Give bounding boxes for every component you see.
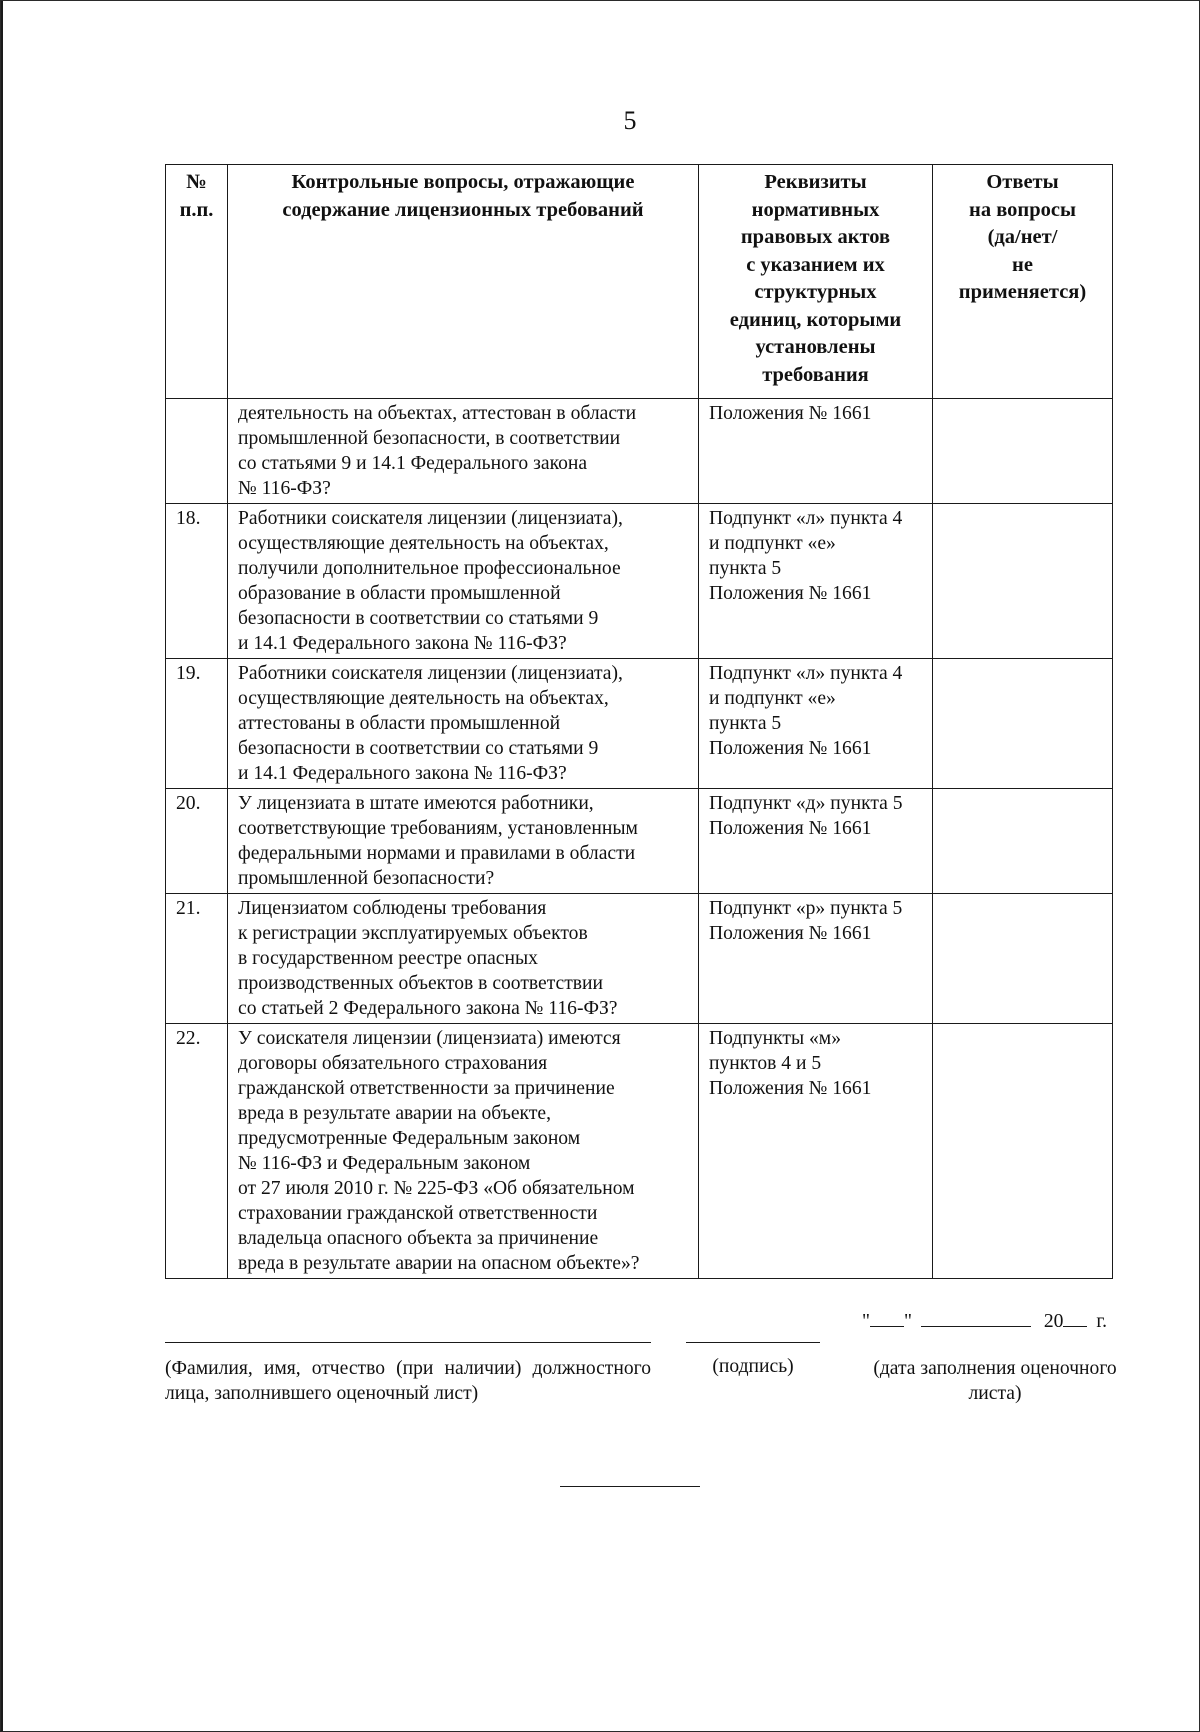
row-answer-cell[interactable]	[933, 399, 1113, 504]
text-line: Положения № 1661	[709, 818, 872, 839]
text-line: со статьей 2 Федерального закона № 116-ФЗ?	[238, 998, 618, 1019]
row-answer-cell[interactable]	[933, 894, 1113, 1024]
checklist-table	[165, 164, 1113, 1279]
text-line: (да/нет/	[987, 226, 1058, 248]
text-line: со статьями 9 и 14.1 Федерального закона	[238, 453, 588, 474]
text-line: пункта 5	[709, 713, 782, 734]
text-line: Ответы	[986, 171, 1059, 193]
text-line: Подпункт «л» пункта 4	[709, 508, 903, 529]
table-row	[166, 894, 1113, 1024]
row-answer-cell[interactable]	[933, 504, 1113, 659]
row-question	[228, 659, 699, 789]
text-line: безопасности в соответствии со статьями 9	[238, 608, 599, 629]
text-line: п.п.	[179, 198, 214, 221]
table-body	[166, 399, 1113, 1279]
text-line: от 27 июля 2010 г. № 225-ФЗ «Об обязательном	[238, 1178, 635, 1199]
text-line: с указанием их	[746, 253, 885, 276]
row-number: 18.	[166, 504, 228, 659]
text-line: владельца опасного объекта за причинение	[238, 1228, 599, 1249]
text-line: безопасности в соответствии со статьями 9	[238, 738, 599, 759]
text-line: У лицензиата в штате имеются работники,	[238, 793, 594, 814]
text-line: вреда в результате аварии на опасном объекте»?	[238, 1253, 640, 1274]
caption-name: (Фамилия, имя, отчество (при наличии) должностного лица, заполнившего оценочный лист)	[165, 1358, 651, 1404]
row-requisites	[699, 789, 933, 894]
text-line: №	[186, 171, 207, 193]
text-line: единиц, которыми	[729, 308, 902, 331]
text-line: Работники соискателя лицензии (лицензиата),	[238, 663, 623, 684]
text-line: пункта 5	[709, 558, 782, 579]
text-line: содержание лицензионных требований	[282, 198, 644, 221]
row-answer-cell[interactable]	[933, 789, 1113, 894]
row-requisites	[699, 894, 933, 1024]
row-question	[228, 399, 699, 504]
row-requisites	[699, 1024, 933, 1279]
text-line: соответствующие требованиям, установленным	[238, 818, 638, 839]
day-blank[interactable]	[870, 1308, 904, 1327]
text-line: Положения № 1661	[709, 738, 872, 759]
row-number: 20.	[166, 789, 228, 894]
text-line: в государственном реестре опасных	[238, 948, 538, 969]
table-row	[166, 399, 1113, 504]
text-line: федеральными нормами и правилами в области	[238, 843, 636, 864]
row-number: 21.	[166, 894, 228, 1024]
text-line: Положения № 1661	[709, 923, 872, 944]
row-question	[228, 789, 699, 894]
text-line: договоры обязательного страхования	[238, 1053, 548, 1074]
text-line: к регистрации эксплуатируемых объектов	[238, 923, 588, 944]
text-line: Подпункты «м»	[709, 1028, 841, 1049]
row-question	[228, 894, 699, 1024]
year-blank[interactable]	[1063, 1308, 1087, 1327]
row-answer-cell[interactable]	[933, 659, 1113, 789]
text-line: структурных	[754, 281, 877, 303]
text-line: и 14.1 Федерального закона № 116-ФЗ?	[238, 633, 567, 654]
month-blank[interactable]	[921, 1308, 1031, 1327]
text-line: Положения № 1661	[709, 1078, 872, 1099]
text-line: правовых актов	[740, 226, 891, 248]
caption-date: (дата заполнения оценочного листа)	[873, 1358, 1117, 1404]
text-line: производственных объектов в соответствии	[238, 973, 604, 994]
row-number	[166, 399, 228, 504]
text-line: нормативных	[751, 198, 880, 221]
date-field	[862, 1308, 1107, 1333]
text-line: и 14.1 Федерального закона № 116-ФЗ?	[238, 763, 567, 784]
text-line: получили дополнительное профессиональное	[238, 558, 621, 579]
date-year: 20	[1043, 1311, 1064, 1332]
date-close-quote: "	[904, 1311, 912, 1332]
text-line: деятельность на объектах, аттестован в области	[238, 403, 637, 424]
closing-rule	[560, 1486, 700, 1487]
text-line: промышленной безопасности?	[238, 868, 495, 889]
caption-signature: (подпись)	[712, 1356, 794, 1377]
text-line: пунктов 4 и 5	[709, 1053, 822, 1074]
text-line: № 116-ФЗ?	[238, 478, 331, 499]
text-line: аттестованы в области промышленной	[238, 713, 561, 734]
text-line: страховании гражданской ответственности	[238, 1203, 598, 1224]
row-number: 19.	[166, 659, 228, 789]
text-line: Реквизиты	[764, 171, 867, 193]
page-number: 5	[623, 106, 637, 135]
text-line: Работники соискателя лицензии (лицензиата),	[238, 508, 623, 529]
text-line: У соискателя лицензии (лицензиата) имеются	[238, 1028, 621, 1049]
row-number: 22.	[166, 1024, 228, 1279]
text-line: Подпункт «л» пункта 4	[709, 663, 903, 684]
header-answers	[933, 165, 1113, 399]
text-line: Положения № 1661	[709, 583, 872, 604]
table-row	[166, 504, 1113, 659]
row-requisites	[699, 504, 933, 659]
text-line: Подпункт «р» пункта 5	[709, 898, 903, 919]
text-line: вреда в результате аварии на объекте,	[238, 1103, 551, 1124]
text-line: гражданской ответственности за причинение	[238, 1078, 615, 1099]
text-line: Подпункт «д» пункта 5	[709, 793, 903, 814]
header-question	[228, 165, 699, 399]
text-line: промышленной безопасности, в соответствии	[238, 428, 621, 449]
text-line: № 116-ФЗ и Федеральным законом	[238, 1153, 531, 1174]
table-header-row	[166, 165, 1113, 399]
text-line: Положения № 1661	[709, 403, 872, 424]
header-requisites	[699, 165, 933, 399]
date-open-quote: "	[862, 1311, 870, 1332]
text-line: требования	[762, 363, 869, 386]
text-line: осуществляющие деятельность на объектах,	[238, 533, 609, 554]
text-line: установлены	[755, 336, 876, 358]
row-requisites	[699, 399, 933, 504]
text-line: и подпункт «е»	[709, 688, 836, 709]
table-row	[166, 789, 1113, 894]
date-suffix: г.	[1096, 1311, 1108, 1332]
signature-line[interactable]	[686, 1342, 820, 1343]
header-number	[166, 165, 228, 399]
text-line: и подпункт «е»	[709, 533, 836, 554]
text-line: не	[1012, 253, 1033, 276]
text-line: применяется)	[958, 281, 1087, 303]
row-requisites	[699, 659, 933, 789]
text-line: Контрольные вопросы, отражающие	[291, 171, 635, 193]
row-question	[228, 1024, 699, 1279]
table-row	[166, 659, 1113, 789]
text-line: Лицензиатом соблюдены требования	[238, 898, 547, 919]
text-line: осуществляющие деятельность на объектах,	[238, 688, 609, 709]
table-row	[166, 1024, 1113, 1279]
text-line: предусмотренные Федеральным законом	[238, 1128, 581, 1149]
row-question	[228, 504, 699, 659]
text-line: на вопросы	[969, 198, 1076, 221]
row-answer-cell[interactable]	[933, 1024, 1113, 1279]
name-signature-line[interactable]	[165, 1342, 651, 1343]
text-line: образование в области промышленной	[238, 583, 561, 604]
